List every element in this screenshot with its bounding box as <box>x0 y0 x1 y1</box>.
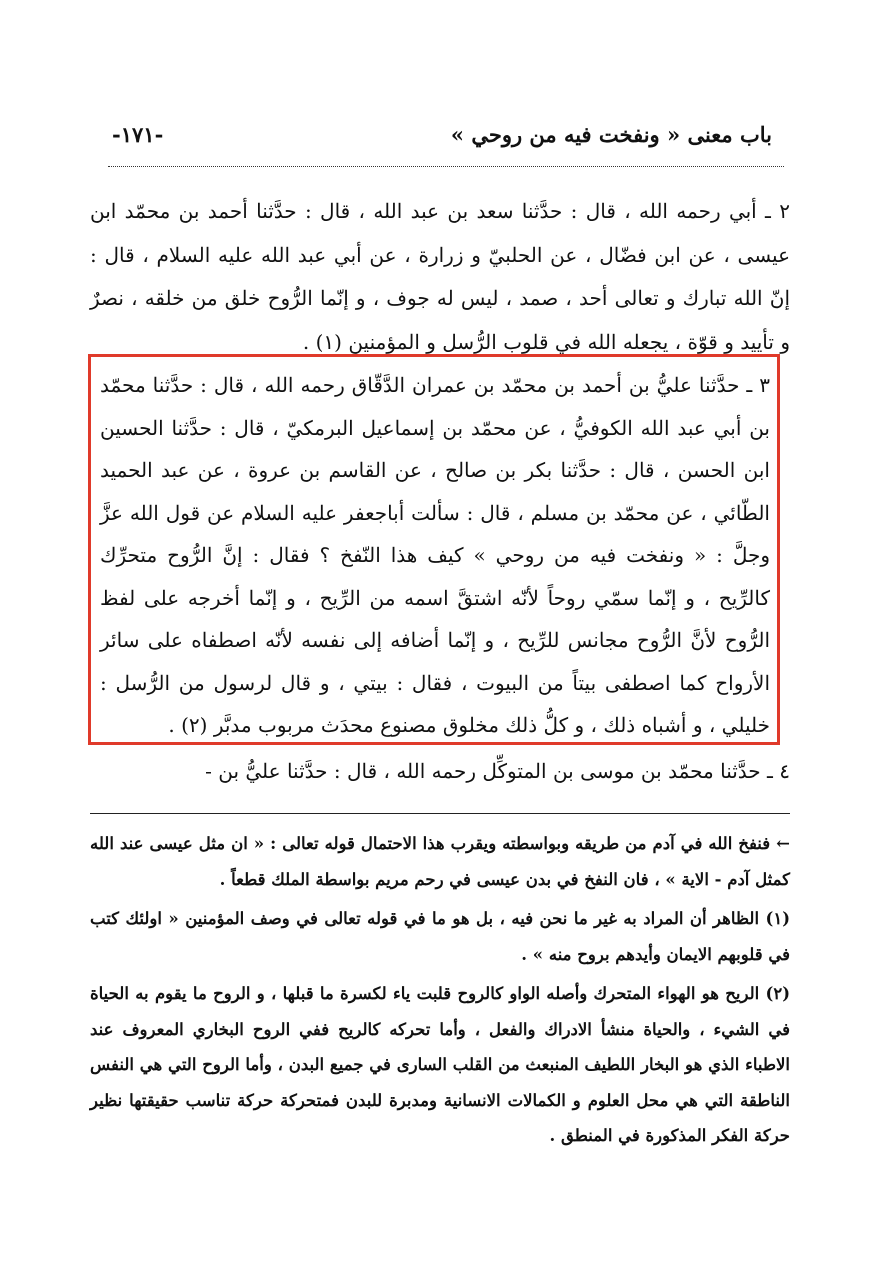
hadith-4-text: ٤ ـ حدَّثنا محمّد بن موسى بن المتوكِّل رحمه الله ، قال : حدَّثنا عليُّ بن - <box>205 759 790 783</box>
footnote-divider <box>90 813 790 814</box>
page-header <box>112 118 772 158</box>
footnote-continuation: ← فنفخ الله في آدم من طريقه وبواسطته ويقرب هذا الاحتمال قوله تعالى : « ان مثل عيسى عند الله كمثل آدم - الاية » ، فان النفخ في بدن عيسى في رحم مريم بواسطة الملك قطعاً . <box>90 834 790 889</box>
hadith-3-text: ٣ ـ حدَّثنا عليُّ بن أحمد بن محمّد بن عمران الدَّقّاق رحمه الله ، قال : حدَّثنا محمّد بن أبي عبد الله الكوفيُّ ، عن محمّد بن إسماعيل البرمكيّ ، قال : حدَّثنا الحسين ابن الحسن ، قال : حدَّثنا بكر بن صالح ، عن القاسم بن عروة ، عن عبد الحميد الطّائي ، عن محمّد بن مسلم ، قال : سألت أباجعفر عليه السلام عن قول الله عزَّ وجلَّ : « ونفخت فيه من روحي » كيف هذا النّفخ ؟ فقال : إنَّ الرُّوح متحرِّك كالرِّيح ، و إنّما سمّي روحاً لأنّه اشتقَّ اسمه من الرِّيح ، و إنّما أخرجه على لفظ الرُّوح لأنَّ الرُّوح مجانس للرِّيح ، و إنّما أضافه إلى نفسه لأنّه اصطفاه على سائر الأرواح كما اصطفى بيتاً من البيوت ، فقال : بيتي ، و قال لرسول من الرُّسل : خليلي ، و أشباه ذلك ، و كلُّ ذلك مخلوق مصنوع محدَث مربوب مدبَّر (٢) . <box>100 373 770 737</box>
page-number: -١٧١- <box>112 122 164 147</box>
header-divider <box>108 166 784 167</box>
footnotes <box>90 826 790 1154</box>
footnote-2: (٢) الريح هو الهواء المتحرك وأصله الواو كالروح قلبت ياء لكسرة ما قبلها ، و الروح ما يقوم به الحياة في الشيء ، والحياة منشأ الادراك والفعل ، وأما تحركه كالريح ففي الروح البخاري المعروف عند الاطباء الذي هو البخار اللطيف المنبعث من القلب السارى في جميع البدن ، وأما الروح التي هي النفس الناطقة التي هي محل العلوم و الكمالات الانسانية ومدبرة للبدن فمتحركة حركة تناسب حقيقتها نظير حركة الفكر المذكورة في المنطق . <box>90 984 790 1145</box>
footnote-1: (١) الظاهر أن المراد به غير ما نحن فيه ، بل هو ما في قوله تعالى في وصف المؤمنين « اولئك كتب في قلوبهم الايمان وأيدهم بروح منه » . <box>90 909 790 964</box>
hadith-2 <box>90 190 790 364</box>
chapter-title: باب معنى « ونفخت فيه من روحي » <box>450 122 772 147</box>
hadith-4 <box>90 750 790 794</box>
hadith-3 <box>100 364 770 747</box>
hadith-2-text: ٢ ـ أبي رحمه الله ، قال : حدَّثنا سعد بن عبد الله ، قال : حدَّثنا أحمد بن محمّد ابن عيسى ، عن ابن فضّال ، عن الحلبيّ و زرارة ، عن أبي عبد الله عليه السلام ، قال : إنّ الله تبارك و تعالى أحد ، صمد ، ليس له جوف ، و إنّما الرُّوح خلق من خلقه ، نصرٌ و تأييد و قوّة ، يجعله الله في قلوب الرُّسل و المؤمنين (١) . <box>90 199 790 354</box>
